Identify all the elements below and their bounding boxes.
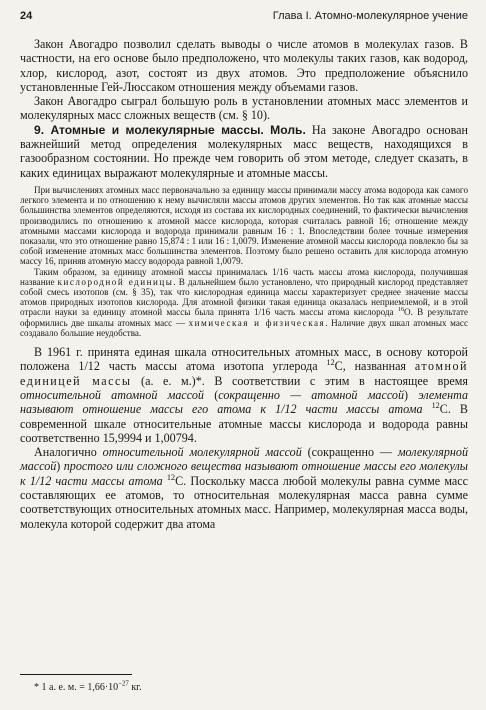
small-paragraph-two-scales: Таким образом, за единицу атомной массы принималась 1/16 часть массы атома кислорода, получившая название кислородной единицы. В дальнейшем было установлено, что природный кислород представляет собой смесь изотопов (см. § 35), так что кислородная единица массы характеризует среднее значение массы атомов природных изотопов кислорода. Для атомной физики такая единица оказалась неприемлемой, и в этой отрасли науки за единицу атомной массы была принята 1/16 часть массы атома кислорода $^{16}$O. В результате оформились две шкалы атомных масс — химическая и физическая. Наличие двух шкал атомных масс создавало большие неудобства.: [20, 266, 468, 338]
paragraph-avogadro-conclusions: Закон Авогадро позволил сделать выводы о числе атомов в молекулах газов. В частности, на его основе было предположено, что молекулы таких газов, как водород, хлор, кислород, азот, состоят из двух атомов. Это предположение объяснило установленные Гей-Люссаком отношения между объемами газов.: [20, 37, 468, 94]
section-heading: 9. Атомные и молекулярные массы. Моль.: [34, 122, 306, 137]
small-print-block: [20, 185, 468, 338]
running-head: Глава I. Атомно-молекулярное учение: [272, 10, 468, 22]
footnote-rule: [20, 674, 132, 675]
page-number: 24: [20, 10, 33, 22]
footnote: * 1 а. е. м. = $1,66\cdot 10^{-27}$ кг.: [34, 680, 142, 693]
small-paragraph-hydrogen-scale: При вычислениях атомных масс первоначально за единицу массы принимали массу атома водорода как самого легкого элемента и по отношению к нему вычисляли массы атомов других элементов. Но так как атомные массы большинства элементов определяются, исходя из состава их кислородных соединений, то фактически вычисления производились по отношению к атомной массе кислорода, которая считалась равной 16; отношение между атомными массами кислорода и водорода принимали равным 16 : 1. Впоследствии более точные измерения показали, что это отношение равно 15,874 : 1 или 16 : 1,0079. Изменение атомной массы кислорода повлекло бы за собой изменение атомных масс большинства элементов. Поэтому было решено оставить для кислорода атомную массу 16, приняв атомную массу водорода равной 1,0079.: [20, 184, 468, 267]
paragraph-unified-scale: В 1961 г. принята единая шкала относительных атомных масс, в основу которой положена 1/12 часть массы атома изотопа углерода $^{12}$С, названная атомной единицей массы (а. е. м.)*. В соответствии с этим в настоящее время относительной атомной массой (сокращенно — атомной массой) элемента называют отношение массы его атома к 1/12 части массы атома $^{12}$С. В современной шкале относительные атомные массы кислорода и водорода равны соответственно 15,9994 и 1,00794.: [20, 345, 468, 445]
paragraph-molecular-mass: Аналогично относительной молекулярной массой (сокращенно — молекулярной массой) простого или сложного вещества называют отношение массы его молекулы к 1/12 части массы атома $^{12}$С. Поскольку масса любой молекулы равна сумме масс составляющих ее атомов, то относительная молекулярная масса равна сумме соответствующих относительных атомных масс. Например, молекулярная масса воды, молекула которой содержит два атома: [20, 445, 468, 531]
section-9-paragraph: 9. Атомные и молекулярные массы. Моль. На законе Авогадро основан важнейший метод определения молекулярных масс веществ, находящихся в газообразном состоянии. Но прежде чем говорить об этом методе, следует сказать, в каких единицах выражают молекулярные и атомные массы.: [20, 122, 468, 180]
page-header: [20, 10, 468, 30]
paragraph-avogadro-role: Закон Авогадро сыграл большую роль в установлении атомных масс элементов и молекулярных масс сложных веществ (см. § 10).: [20, 94, 468, 123]
main-text-block: [20, 37, 468, 180]
main-text-block-2: [20, 345, 468, 531]
